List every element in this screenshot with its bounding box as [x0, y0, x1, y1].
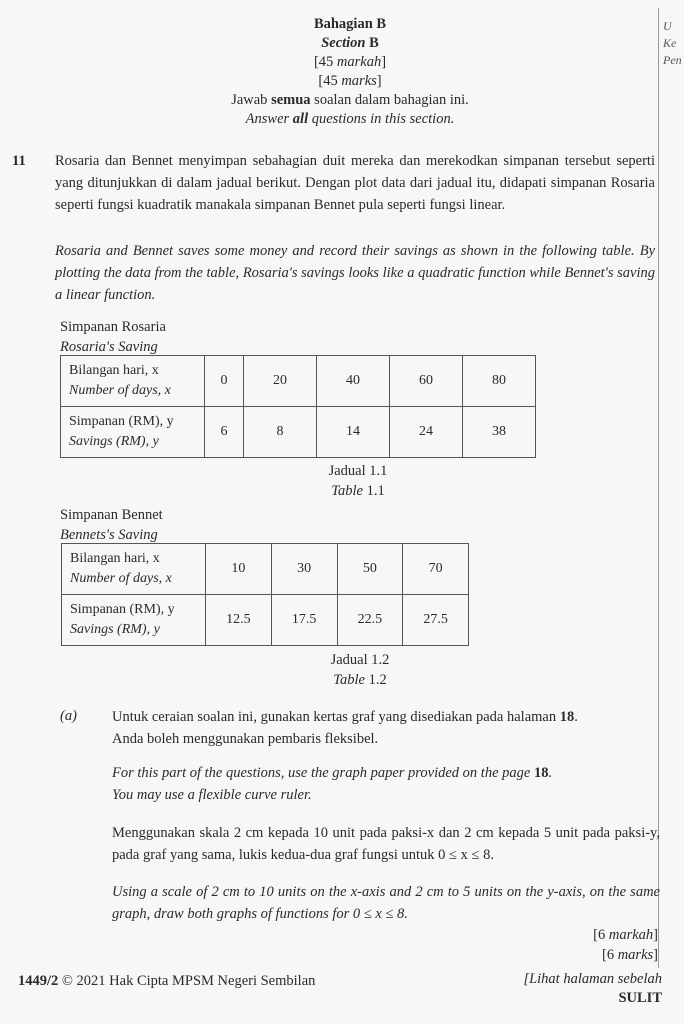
table-cell: 10	[206, 544, 272, 595]
table-cell: 12.5	[206, 595, 272, 646]
table-cell: 22.5	[337, 595, 403, 646]
table-cell: 50	[337, 544, 403, 595]
caption-en	[300, 670, 420, 690]
marks-en	[593, 945, 658, 965]
footer-copyright	[18, 973, 315, 990]
row-label-en: Savings (RM), y	[69, 434, 159, 449]
section-letter: B	[369, 35, 379, 51]
copyright-text: © 2021 Hak Cipta MPSM Negeri Sembilan	[58, 973, 316, 989]
table-cell: 80	[462, 356, 535, 407]
instruction-text: Untuk ceraian soalan ini, gunakan kertas graf yang disediakan pada halaman	[112, 709, 560, 725]
marks-num: [45	[318, 73, 342, 89]
margin-note-line: U	[663, 19, 672, 33]
marks-num: [6	[593, 927, 609, 943]
table1-title	[60, 317, 166, 357]
instr-bold: all	[292, 111, 309, 127]
section-title-en	[200, 34, 500, 53]
table-cell: 38	[462, 407, 535, 458]
instr-text: soalan dalam bahagian ini.	[310, 92, 469, 108]
caption-en	[298, 481, 418, 501]
table-cell: 14	[316, 407, 389, 458]
table1-caption	[298, 461, 418, 501]
marks-close: ]	[653, 947, 658, 963]
table-cell: 0	[205, 356, 244, 407]
page-ref: 18	[559, 709, 575, 725]
table-cell: 17.5	[271, 595, 337, 646]
table-cell: 27.5	[403, 595, 469, 646]
table-cell: 40	[316, 356, 389, 407]
caption-num: 1.2	[364, 672, 387, 688]
marks-close: ]	[653, 927, 658, 943]
part-a-marks	[593, 925, 658, 965]
part-a-label: (a)	[60, 708, 77, 724]
next-page-note: [Lihat halaman sebelah	[523, 971, 662, 987]
marks-num: [45	[313, 54, 337, 70]
part-a-instruction-en	[112, 762, 660, 806]
bennet-savings-table	[61, 543, 469, 646]
row-label-en: Number of days, x	[70, 571, 172, 586]
caption-ms: Jadual 1.2	[330, 652, 390, 668]
caption-num: 1.1	[362, 483, 385, 499]
question-text-ms: Rosaria dan Bennet menyimpan sebahagian duit mereka dan merekodkan simpanan tersebut seperti yang ditunjukkan di dalam jadual berikut. Dengan plot data dari jadual itu, didapati simpanan Rosaria seperti fungsi kuadratik manakala simpanan Bennet pula seperti fungsi linear.	[55, 153, 655, 213]
row-label-ms: Simpanan (RM), y	[70, 602, 175, 617]
table-cell: 20	[243, 356, 316, 407]
instruction-ms	[200, 91, 500, 110]
part-a-instruction-ms	[112, 706, 660, 750]
table2-title-ms: Simpanan Bennet	[60, 507, 163, 523]
instr-text: questions in this section.	[308, 111, 455, 127]
question-number: 11	[12, 153, 26, 169]
table-cell: 70	[403, 544, 469, 595]
instr-bold: semua	[271, 92, 311, 108]
margin-note-line: Ke	[663, 36, 677, 50]
section-marks-en	[200, 72, 500, 91]
table-row	[61, 356, 536, 407]
instruction-line: You may use a flexible curve ruler.	[112, 787, 312, 803]
page-ref: 18	[533, 765, 549, 781]
margin-note	[663, 18, 682, 69]
row-label-ms: Simpanan (RM), y	[69, 414, 174, 429]
section-word: Section	[321, 35, 366, 51]
row-header	[61, 356, 205, 407]
instr-text: Answer	[245, 111, 293, 127]
marks-close: ]	[376, 73, 382, 89]
marks-word: markah	[336, 54, 382, 70]
row-header	[62, 544, 206, 595]
table2-caption	[300, 650, 420, 690]
instr-text: Jawab	[231, 92, 272, 108]
row-label-en: Savings (RM), y	[70, 622, 160, 637]
instruction-line: Anda boleh menggunakan pembaris fleksibel.	[112, 731, 379, 747]
instruction-line	[112, 706, 660, 728]
part-a-scale-ms: Menggunakan skala 2 cm kepada 10 unit pada paksi-x dan 2 cm kepada 5 unit pada paksi-y, pada graf yang sama, lukis kedua-dua graf fungsi untuk 0 ≤ x ≤ 8.	[112, 825, 660, 863]
table-row	[61, 407, 536, 458]
table-row	[62, 544, 469, 595]
caption-ms: Jadual 1.1	[328, 463, 388, 479]
part-a-scale-en: Using a scale of 2 cm to 10 units on the x-axis and 2 cm to 5 units on the y-axis, on the same graph, draw both graphs of functions for 0 ≤ x ≤ 8.	[112, 884, 660, 922]
caption-word: Table	[331, 483, 363, 499]
instruction-text: .	[574, 709, 578, 725]
row-header	[62, 595, 206, 646]
section-marks-ms	[200, 53, 500, 72]
table-cell: 30	[271, 544, 337, 595]
marks-word: markah	[608, 927, 654, 943]
instruction-line	[112, 762, 660, 784]
classification-label: SULIT	[618, 990, 662, 1006]
table1-title-en: Rosaria's Saving	[60, 339, 158, 355]
marks-close: ]	[381, 54, 387, 70]
caption-word: Table	[333, 672, 365, 688]
table2-title-en: Bennets's Saving	[60, 527, 158, 543]
footer-right	[523, 970, 662, 1008]
table-cell: 8	[243, 407, 316, 458]
table1-title-ms: Simpanan Rosaria	[60, 319, 166, 335]
row-label-en: Number of days, x	[69, 383, 171, 398]
section-title-ms: Bahagian B	[313, 16, 387, 32]
table-cell: 6	[205, 407, 244, 458]
marks-num: [6	[601, 947, 618, 963]
margin-note-line: Pen	[663, 53, 682, 67]
marks-word: marks	[617, 947, 654, 963]
instruction-en	[200, 110, 500, 129]
question-text-en: Rosaria and Bennet saves some money and record their savings as shown in the following table. By plotting the data from the table, Rosaria's savings looks like a quadratic function while Bennet's saving a linear function.	[55, 243, 655, 303]
marks-ms	[593, 925, 658, 945]
instruction-text: .	[548, 765, 553, 781]
marks-word: marks	[341, 73, 377, 89]
table-cell: 24	[389, 407, 462, 458]
row-header	[61, 407, 205, 458]
row-label-ms: Bilangan hari, x	[69, 363, 159, 378]
rosaria-savings-table	[60, 355, 536, 458]
table2-title	[60, 505, 163, 545]
paper-code: 1449/2	[18, 973, 59, 989]
table-row	[62, 595, 469, 646]
table-cell: 60	[389, 356, 462, 407]
section-header	[200, 15, 500, 129]
row-label-ms: Bilangan hari, x	[70, 551, 160, 566]
instruction-text: For this part of the questions, use the graph paper provided on the page	[112, 765, 534, 781]
